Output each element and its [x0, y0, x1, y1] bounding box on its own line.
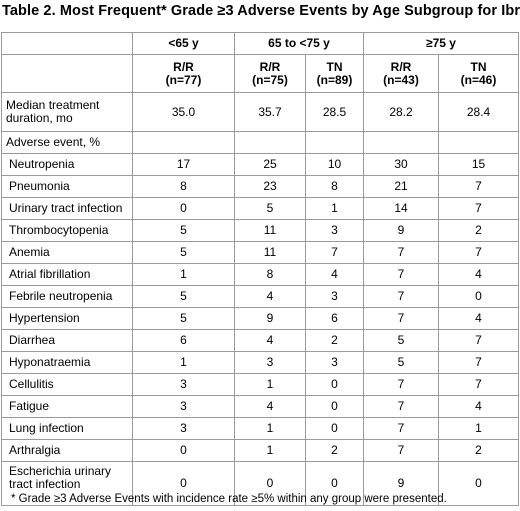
- event-label: Hyponatraemia: [2, 352, 133, 374]
- table-cell: 23: [235, 176, 306, 198]
- event-label-line: tract infection: [9, 477, 81, 491]
- table-row: [2, 374, 519, 396]
- table-cell: 35.0: [133, 93, 235, 132]
- table-cell: 21: [364, 176, 439, 198]
- table-cell: 7: [439, 176, 519, 198]
- table-cell: 6: [133, 330, 235, 352]
- table-row: [2, 418, 519, 440]
- age-group-header: ≥75 y: [364, 33, 519, 55]
- cohort-header: [133, 55, 235, 93]
- event-label: Cellulitis: [2, 374, 133, 396]
- table-cell: 7: [364, 308, 439, 330]
- cohort-n: (n=43): [383, 72, 419, 87]
- table-cell: 11: [235, 220, 306, 242]
- table-cell: 5: [364, 330, 439, 352]
- cohort-n: (n=75): [252, 72, 288, 87]
- table-row: [2, 330, 519, 352]
- table-cell: 2: [306, 440, 364, 462]
- table-cell: 3: [235, 352, 306, 374]
- cohort-n: (n=89): [316, 72, 353, 87]
- table-cell: 0: [306, 374, 364, 396]
- table-cell: 0: [439, 286, 519, 308]
- cohort-header: [235, 55, 306, 93]
- table-cell: 8: [133, 176, 235, 198]
- table-cell: 1: [133, 264, 235, 286]
- cohort-header: [306, 55, 364, 93]
- table-cell: 17: [133, 154, 235, 176]
- event-label: Hypertension: [2, 308, 133, 330]
- table-row: [2, 154, 519, 176]
- table-cell: 3: [306, 352, 364, 374]
- table-cell: 11: [235, 242, 306, 264]
- table-cell: 35.7: [235, 93, 306, 132]
- table-cell: 9: [235, 308, 306, 330]
- table-cell: 7: [364, 440, 439, 462]
- cohort-header: [364, 55, 439, 93]
- table-cell: 4: [439, 308, 519, 330]
- table-cell: 15: [439, 154, 519, 176]
- table-cell: 2: [439, 220, 519, 242]
- table-cell: 1: [133, 352, 235, 374]
- table-row: [2, 220, 519, 242]
- table-cell: 7: [439, 198, 519, 220]
- table-cell: 28.5: [306, 93, 364, 132]
- table-cell: 10: [306, 154, 364, 176]
- corner-cell: [2, 33, 133, 55]
- event-label: Neutropenia: [2, 154, 133, 176]
- table-cell: 0: [306, 462, 364, 506]
- table-cell: 7: [364, 374, 439, 396]
- table-cell: 4: [306, 264, 364, 286]
- table-cell: [306, 132, 364, 154]
- table-cell: 3: [306, 220, 364, 242]
- table-row: [2, 286, 519, 308]
- table-title: Table 2. Most Frequent* Grade ≥3 Adverse Events by Age Subgroup for Ibr: [2, 3, 520, 19]
- table-row: [2, 198, 519, 220]
- table-cell: 5: [133, 242, 235, 264]
- event-label: Fatigue: [2, 396, 133, 418]
- table-cell: 7: [439, 242, 519, 264]
- table-cell: 3: [133, 396, 235, 418]
- table-cell: [439, 132, 519, 154]
- table-cell: 9: [364, 462, 439, 506]
- table-cell: 0: [133, 462, 235, 506]
- table-cell: 1: [235, 440, 306, 462]
- table-cell: 7: [439, 352, 519, 374]
- duration-label: Median treatment duration, mo: [2, 93, 133, 132]
- table-cell: 28.4: [439, 93, 519, 132]
- table-row: [2, 176, 519, 198]
- event-label: Lung infection: [2, 418, 133, 440]
- section-label: Adverse event, %: [2, 132, 133, 154]
- table-cell: 25: [235, 154, 306, 176]
- table-cell: 0: [235, 462, 306, 506]
- table-cell: 30: [364, 154, 439, 176]
- table-cell: 1: [235, 418, 306, 440]
- cohort-n: (n=77): [165, 72, 202, 87]
- table-cell: 28.2: [364, 93, 439, 132]
- table-cell: 4: [235, 396, 306, 418]
- table-cell: 5: [235, 198, 306, 220]
- event-label: Atrial fibrillation: [2, 264, 133, 286]
- table-cell: 7: [364, 286, 439, 308]
- table-cell: 7: [364, 418, 439, 440]
- table-cell: 4: [235, 286, 306, 308]
- table-cell: 7: [364, 242, 439, 264]
- table-cell: 6: [306, 308, 364, 330]
- table-cell: [364, 132, 439, 154]
- table-cell: 0: [306, 418, 364, 440]
- event-label: Thrombocytopenia: [2, 220, 133, 242]
- event-label-line: Escherichia urinary: [9, 464, 112, 478]
- table-row: [2, 242, 519, 264]
- table-cell: 1: [306, 198, 364, 220]
- table-cell: 1: [235, 374, 306, 396]
- table-cell: 3: [133, 418, 235, 440]
- table-cell: 0: [439, 462, 519, 506]
- table-cell: 5: [133, 308, 235, 330]
- table-cell: 5: [133, 286, 235, 308]
- event-label: Diarrhea: [2, 330, 133, 352]
- table-row: [2, 308, 519, 330]
- table-cell: 7: [306, 242, 364, 264]
- age-group-header: 65 to <75 y: [235, 33, 364, 55]
- event-label: Arthralgia: [2, 440, 133, 462]
- table-row: [2, 264, 519, 286]
- section-row: [2, 132, 519, 154]
- table-cell: 0: [133, 440, 235, 462]
- table-cell: 0: [133, 198, 235, 220]
- table-cell: [133, 132, 235, 154]
- table-cell: 9: [364, 220, 439, 242]
- table-cell: 8: [306, 176, 364, 198]
- table-cell: 14: [364, 198, 439, 220]
- event-label: Urinary tract infection: [2, 198, 133, 220]
- duration-row: [2, 93, 519, 132]
- table-cell: [235, 132, 306, 154]
- cohort-name: R/R: [259, 59, 281, 74]
- cohort-name: TN: [470, 59, 487, 74]
- table-cell: 2: [439, 440, 519, 462]
- event-label: Febrile neutropenia: [2, 286, 133, 308]
- adverse-events-table: [1, 32, 519, 506]
- corner-cell: [2, 55, 133, 93]
- age-group-header: <65 y: [133, 33, 235, 55]
- table-body: [2, 33, 519, 506]
- cohort-name: TN: [326, 59, 343, 74]
- table-cell: 3: [133, 374, 235, 396]
- table-cell: 3: [306, 286, 364, 308]
- table-cell: 4: [235, 330, 306, 352]
- cohort-header-row: [2, 55, 519, 93]
- table-row: [2, 440, 519, 462]
- table-cell: 5: [133, 220, 235, 242]
- cohort-name: R/R: [390, 59, 412, 74]
- age-group-header-row: [2, 33, 519, 55]
- table-cell: 4: [439, 396, 519, 418]
- cohort-name: R/R: [173, 59, 194, 74]
- table-cell: 7: [364, 264, 439, 286]
- cohort-n: (n=46): [460, 72, 497, 87]
- table-row: [2, 352, 519, 374]
- table-cell: 5: [364, 352, 439, 374]
- table-cell: 7: [439, 330, 519, 352]
- footnote: * Grade ≥3 Adverse Events with incidence rate ≥5% within any group were presented.: [11, 493, 447, 505]
- event-label: Anemia: [2, 242, 133, 264]
- table-cell: 8: [235, 264, 306, 286]
- table-row: [2, 396, 519, 418]
- table-cell: 1: [439, 418, 519, 440]
- table-cell: 0: [306, 396, 364, 418]
- table-cell: 7: [439, 374, 519, 396]
- cohort-header: [439, 55, 519, 93]
- table-cell: 4: [439, 264, 519, 286]
- table-cell: 2: [306, 330, 364, 352]
- event-label: Pneumonia: [2, 176, 133, 198]
- table-cell: 7: [364, 396, 439, 418]
